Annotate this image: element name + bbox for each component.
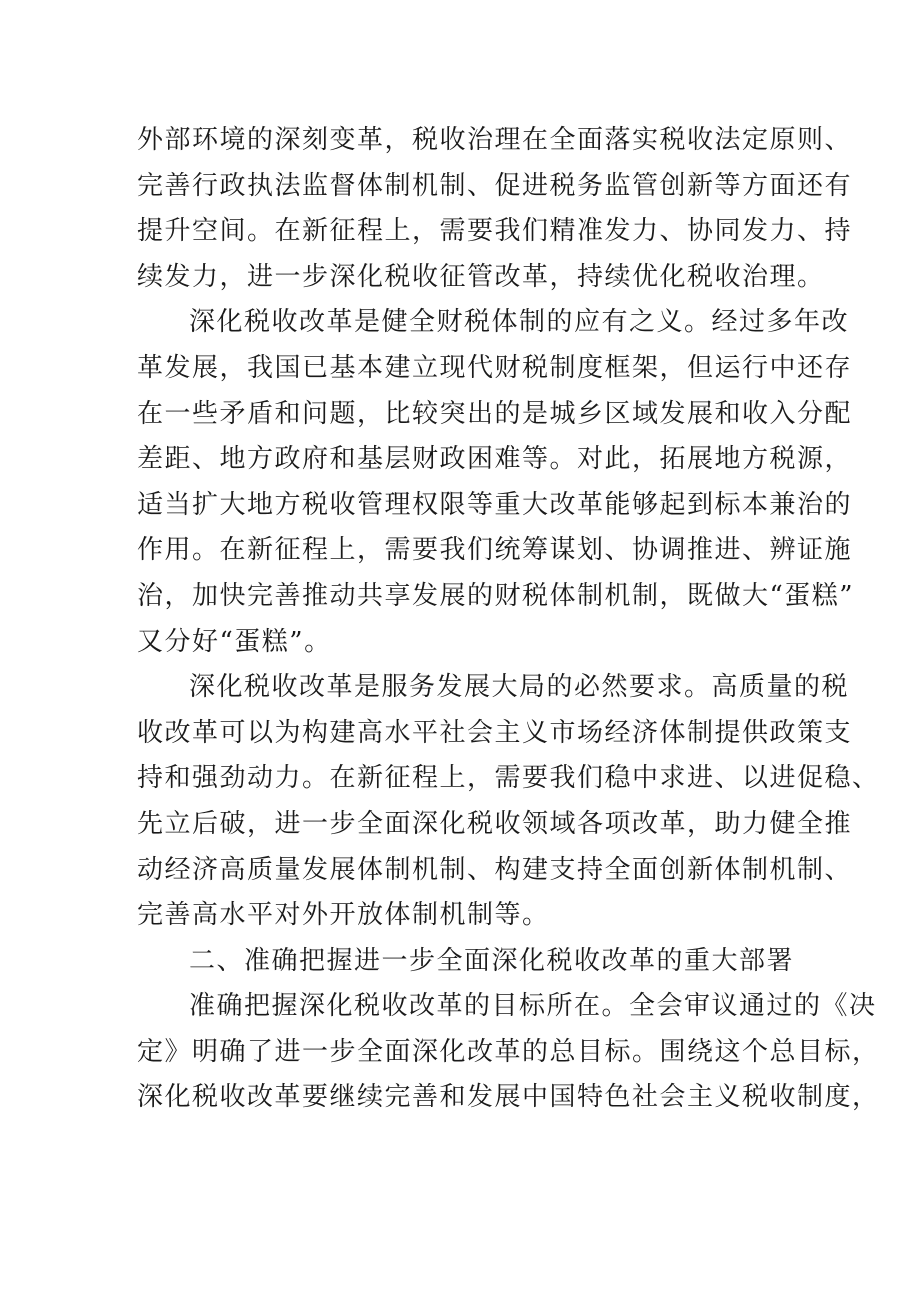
paragraph-first-line: 深化税收改革是健全财税体制的应有之义。经过多年改 [189, 307, 850, 338]
paragraph-first-line: 准确把握深化税收改革的目标所在。全会审议通过的《决 [189, 991, 877, 1022]
section-heading: 二、准确把握进一步全面深化税收改革的重大部署 [189, 945, 795, 976]
text-line: 定》明确了进一步全面深化改革的总目标。围绕这个总目标， [137, 1036, 880, 1067]
text-line: 提升空间。在新征程上，需要我们精准发力、协同发力、持 [137, 216, 853, 247]
text-line: 适当扩大地方税收管理权限等重大改革能够起到标本兼治的 [137, 489, 853, 520]
paragraph-first-line: 深化税收改革是服务发展大局的必然要求。高质量的税 [189, 672, 850, 703]
text-line: 先立后破，进一步全面深化税收领域各项改革，助力健全推 [137, 808, 853, 839]
text-line: 革发展，我国已基本建立现代财税制度框架，但运行中还存 [137, 352, 853, 383]
text-line: 续发力，进一步深化税收征管改革，持续优化税收治理。 [137, 261, 825, 292]
text-line: 动经济高质量发展体制机制、构建支持全面创新体制机制、 [137, 854, 853, 885]
text-line: 外部环境的深刻变革，税收治理在全面落实税收法定原则、 [137, 125, 853, 155]
body-text [137, 118, 880, 1121]
text-line: 在一些矛盾和问题，比较突出的是城乡区域发展和收入分配 [137, 398, 853, 429]
text-line: 持和强劲动力。在新征程上，需要我们稳中求进、以进促稳、 [137, 763, 880, 794]
text-line: 治，加快完善推动共享发展的财税体制机制，既做大“蛋糕” [137, 580, 855, 611]
text-line: 差距、地方政府和基层财政困难等。对此，拓展地方税源， [137, 444, 853, 475]
text-line: 完善行政执法监督体制机制、促进税务监管创新等方面还有 [137, 170, 853, 201]
text-line: 又分好“蛋糕”。 [137, 626, 332, 657]
text-line: 完善高水平对外开放体制机制等。 [137, 900, 550, 931]
text-line: 作用。在新征程上，需要我们统筹谋划、协调推进、辨证施 [137, 535, 853, 566]
text-line: 收改革可以为构建高水平社会主义市场经济体制提供政策支 [137, 717, 853, 748]
text-line: 深化税收改革要继续完善和发展中国特色社会主义税收制度， [137, 1082, 880, 1113]
